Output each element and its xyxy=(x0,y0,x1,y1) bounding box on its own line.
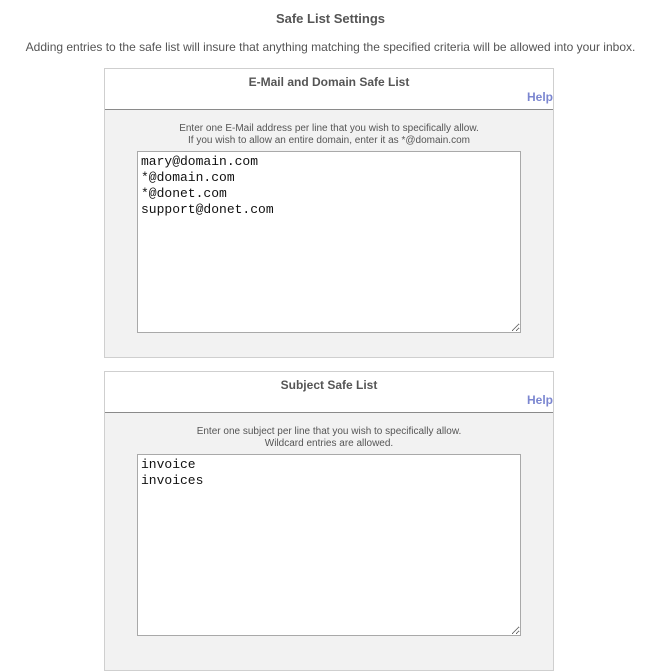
subject-instructions xyxy=(105,426,553,450)
subject-panel-title: Subject Safe List xyxy=(280,378,378,392)
email-instructions xyxy=(105,123,553,147)
email-instruction-line-1: Enter one E-Mail address per line that you wish to specifically allow. xyxy=(179,123,479,134)
subject-help-link[interactable]: Help xyxy=(526,393,553,407)
page-title: Safe List Settings xyxy=(275,11,386,26)
email-safe-list-panel xyxy=(104,68,554,358)
subject-safe-list-panel xyxy=(104,371,554,671)
subject-safe-list-textarea[interactable] xyxy=(137,454,521,636)
subject-instruction-line-1: Enter one subject per line that you wish to specifically allow. xyxy=(196,426,462,437)
email-safe-list-textarea[interactable] xyxy=(137,151,521,333)
email-panel-title: E-Mail and Domain Safe List xyxy=(248,75,410,89)
email-instruction-line-2: If you wish to allow an entire domain, enter it as *@domain.com xyxy=(188,135,470,146)
subject-panel-header xyxy=(105,372,553,413)
email-help-link[interactable]: Help xyxy=(526,90,553,104)
email-panel-header xyxy=(105,69,553,110)
subject-instruction-line-2: Wildcard entries are allowed. xyxy=(264,438,394,449)
page-intro: Adding entries to the safe list will insure that anything matching the specified criteria will be allowed into your inbox. xyxy=(25,40,636,54)
